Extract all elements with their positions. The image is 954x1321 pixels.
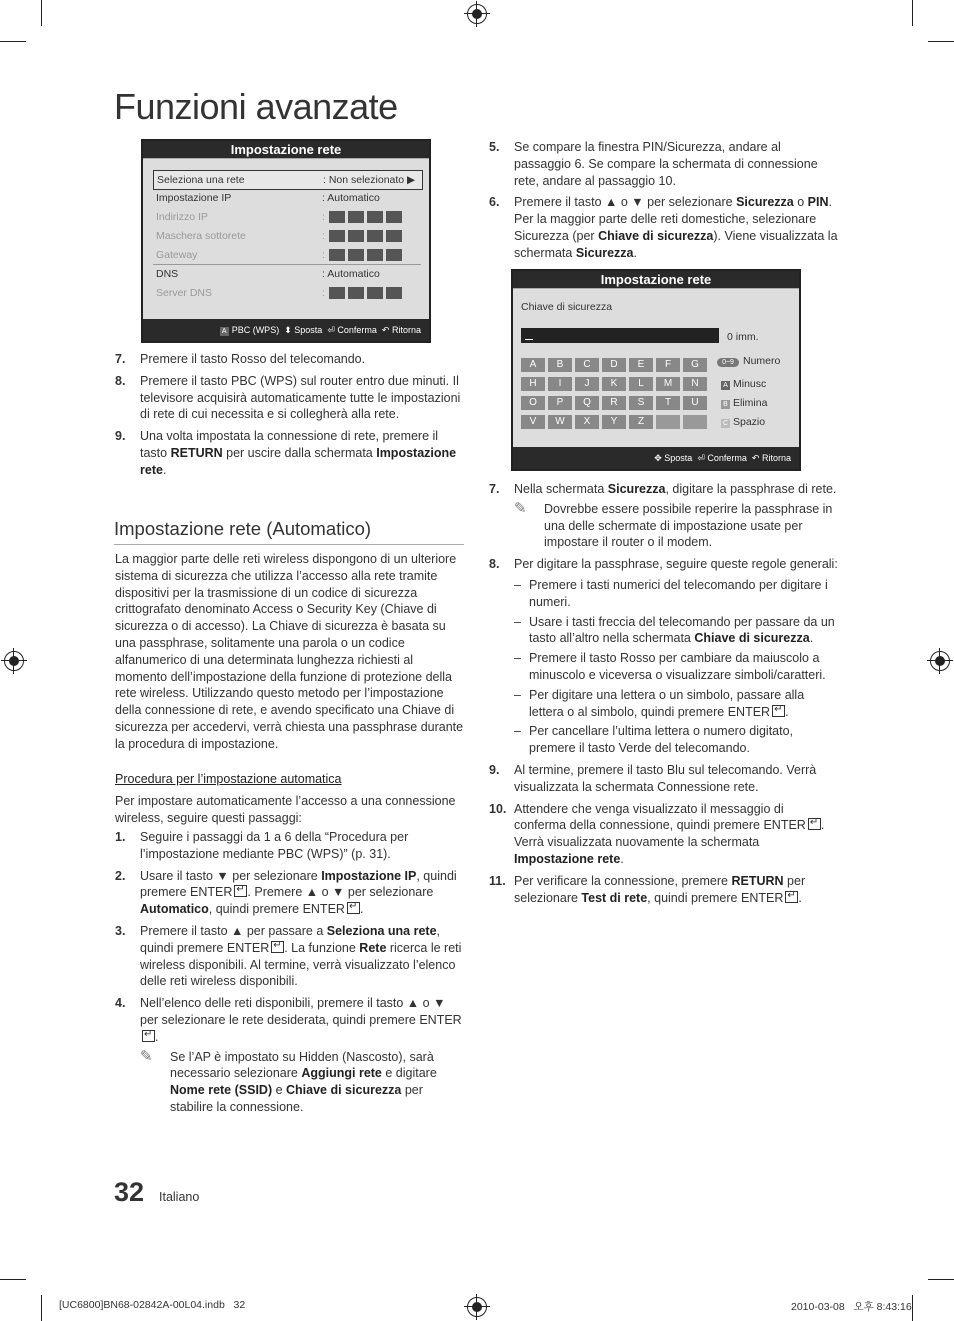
security-step-10: 10. Attendere che venga visualizzato il messaggio di conferma della connessione, quindi premere ENTER↵ . Verrà visualizzata nuovamente la schermata Impostazione rete. xyxy=(489,801,839,868)
auto-step-1: 1. Seguire i passaggi da 1 a 6 della “Procedura per l’impostazione mediante PBC (WPS)” (p. 31). xyxy=(115,829,409,861)
move-hint: Sposta xyxy=(664,453,693,463)
row-value: : xyxy=(322,246,405,264)
return-hint: Ritorna xyxy=(761,453,791,463)
key[interactable]: I xyxy=(548,377,572,391)
enter-icon xyxy=(142,1030,155,1042)
auto-step-4: 4. Nell’elenco delle reti disponibili, premere il tasto ▲ o ▼ per selezionare le rete desiderata, quindi premere ENTER↵. ✎ Se l’AP è impostato su Hidden (Nascosto), sarà necessario selezionare Aggiungi rete e digitare Nome rete (SSID) e Chiave di sicurezza per stabilire la connessione. xyxy=(115,995,465,1116)
row-label: DNS xyxy=(156,268,179,280)
lowercase-option: A Minusc xyxy=(721,378,766,390)
osd-header: Impostazione rete xyxy=(513,271,799,289)
return-icon: ↶ xyxy=(751,453,760,463)
osd-header: Impostazione rete xyxy=(143,141,429,159)
row-label: Indirizzo IP xyxy=(156,211,208,223)
rule-item: – Per digitare una lettera o un simbolo, passare alla lettera o al simbolo, quindi premere ENTER↵ . xyxy=(514,687,839,721)
key[interactable]: W xyxy=(548,415,572,429)
key[interactable]: X xyxy=(575,415,599,429)
row-value: : xyxy=(322,284,405,302)
confirm-hint: Conferma xyxy=(707,453,747,463)
key[interactable]: A xyxy=(521,358,545,372)
space-option: C Spazio xyxy=(722,416,766,428)
step-8: 8. Premere il tasto PBC (WPS) sul router entro due minuti. Il televisore acquisirà automaticamente tutte le impostazioni di rete di cui necessita e si collegherà alla rete. xyxy=(115,373,461,422)
security-step-9: 9. Al termine, premere il tasto Blu sul telecomando. Verrà visualizzata la schermata Connessione rete. xyxy=(489,762,817,794)
note: ✎ Se l’AP è impostato su Hidden (Nascosto), sarà necessario selezionare Aggiungi rete e digitare Nome rete (SSID) e Chiave di sicurezza per stabilire la connessione. xyxy=(140,1047,437,1114)
rule-item: – Usare i tasti freccia del telecomando per passare da un tasto all’altro nella schermata Chiave di sicurezza. xyxy=(514,614,835,646)
crop-mark xyxy=(912,1295,913,1321)
key[interactable]: Q xyxy=(575,396,599,410)
key[interactable]: B xyxy=(548,358,572,372)
osd-row-gateway xyxy=(153,246,421,265)
row-value: : Automatico xyxy=(322,268,380,280)
procedure-intro: Per impostare automaticamente l’accesso a una connessione wireless, seguire questi passaggi: xyxy=(115,794,456,826)
move-hint: Sposta xyxy=(294,325,323,335)
step-6: 6. Premere il tasto ▲ o ▼ per selezionare Sicurezza o PIN. Per la maggior parte delle reti domestiche, selezionare Sicurezza (per Chiave di sicurezza). Viene visualizzata la schermata Sicurezza. xyxy=(489,195,838,260)
rule-item: – Premere il tasto Rosso per cambiare da maiuscolo a minuscolo e viceversa o visualizzare simboli/caratteri. xyxy=(514,651,826,682)
move-arrows-icon: ✥ xyxy=(654,453,662,463)
osd-row-dns-server xyxy=(153,284,421,302)
auto-step-2: 2. Usare il tasto ▼ per selezionare Impostazione IP, quindi premere ENTER↵ . Premere ▲ o ▼ per selezionare Automatico, quindi premere ENTER↵ . xyxy=(115,868,465,918)
key-blank[interactable] xyxy=(683,415,707,429)
print-footer-right: 2010-03-08 오후 8:43:16 xyxy=(791,1301,912,1313)
registration-mark-icon xyxy=(930,651,950,671)
osd-row-ip-address xyxy=(153,208,421,226)
rule-item: – Per cancellare l’ultima lettera o numero digitato, premere il tasto Verde del telecomando. xyxy=(514,724,794,756)
key[interactable]: J xyxy=(575,377,599,391)
key[interactable]: L xyxy=(629,377,653,391)
row-value: : xyxy=(322,208,405,226)
key[interactable]: F xyxy=(656,358,680,372)
numeric-icon: 0~9 xyxy=(717,358,739,367)
network-setup-screen xyxy=(141,139,431,343)
key[interactable]: H xyxy=(521,377,545,391)
return-icon: ↶ xyxy=(381,325,390,335)
registration-mark-icon xyxy=(4,651,24,671)
intro-paragraph: La maggior parte delle reti wireless dispongono di un ulteriore sistema di sicurezza che utilizza l’accesso alla rete tramite dispositivi per la trasmissione di un codice di sicurezza crittografato denominato Access o Security Key (Chiave di sicurezza o di accesso). La Chiave di sicurezza è basata su una passphrase, solitamente una parola o un codice alfanumerico di una determinata lunghezza richiesti al momento dell’impostazione della funzione di protezione della rete wireless. Utilizzando questo metodo per l’impostazione della connessione di rete, e avendo specificato una Chiave di sicurezza per accedervi, verrà chiesta una passphrase durante la procedura di impostazione. xyxy=(115,552,464,751)
enter-icon xyxy=(808,818,821,830)
key[interactable]: S xyxy=(629,396,653,410)
key[interactable]: V xyxy=(521,415,545,429)
key[interactable]: Z xyxy=(629,415,653,429)
note: ✎ Dovrebbe essere possibile reperire la passphrase in una delle schermate di impostazione usate per impostare il router o il modem. xyxy=(514,499,833,550)
key[interactable]: M xyxy=(656,377,680,391)
row-value: : Non selezionato ▶ xyxy=(323,174,416,186)
security-step-7: 7. Nella schermata Sicurezza, digitare la passphrase di rete. ✎ Dovrebbe essere possibile reperire la passphrase in una delle schermate di impostazione usate per impostare il router o il modem. xyxy=(489,481,839,551)
delete-option: B Elimina xyxy=(721,397,767,409)
green-b-icon: B xyxy=(721,400,730,409)
crop-mark xyxy=(0,41,26,42)
rule-item: – Premere i tasti numerici del telecomando per digitare i numeri. xyxy=(514,577,828,609)
yellow-c-icon: C xyxy=(722,420,729,427)
right-column-bottom xyxy=(489,481,839,911)
enter-icon xyxy=(772,705,785,717)
print-footer-left: [UC6800]BN68-02842A-00L04.indb 32 xyxy=(59,1299,246,1311)
red-a-icon: A xyxy=(721,381,730,390)
crop-mark xyxy=(912,0,913,26)
row-value: : xyxy=(322,227,405,245)
enter-icon: ⏎ xyxy=(327,325,335,335)
key-blank[interactable] xyxy=(656,415,680,429)
key[interactable]: G xyxy=(683,358,707,372)
right-column-top xyxy=(489,139,839,267)
crop-mark xyxy=(41,1295,42,1321)
key[interactable]: U xyxy=(683,396,707,410)
left-column-bottom xyxy=(115,551,465,1121)
pbc-hint: PBC (WPS) xyxy=(231,325,280,335)
osd-footer xyxy=(143,319,429,341)
confirm-hint: Conferma xyxy=(337,325,377,335)
numeric-option: 0~9 Numero xyxy=(717,355,780,367)
key[interactable]: T xyxy=(656,396,680,410)
return-hint: Ritorna xyxy=(391,325,421,335)
step-5: 5. Se compare la finestra PIN/Sicurezza, andare al passaggio 6. Se compare la schermata di connessione rete, andare al passaggio 10. xyxy=(489,140,818,188)
key[interactable]: N xyxy=(683,377,707,391)
row-label: Maschera sottorete xyxy=(156,230,246,242)
key[interactable]: E xyxy=(629,358,653,372)
security-step-11: 11. Per verificare la connessione, premere RETURN per selezionare Test di rete, quindi premere ENTER↵ . xyxy=(489,873,839,907)
enter-icon: ⏎ xyxy=(697,453,705,463)
security-step-8: 8. Per digitare la passphrase, seguire queste regole generali: – Premere i tasti numerici del telecomando per digitare i numeri. – Usare i tasti freccia del telecomando per passare da un tasto all’altro nella schermata Chiave di sicurezza. – Premere il tasto Rosso per cambiare da maiuscolo a minuscolo e viceversa o visualizzare simboli/caratteri. – Per digitare una lettera o un simbolo, passare alla lettera o al simbolo, quindi premere ENTER↵ . – Per cancellare l’ultima lettera o numero digitato, premere il tasto Verde del telecomando. xyxy=(489,556,839,757)
osd-footer xyxy=(513,447,799,469)
key[interactable]: Y xyxy=(602,415,626,429)
character-count: 0 imm. xyxy=(727,331,759,343)
row-value: : Automatico xyxy=(322,192,380,204)
row-label: Seleziona una rete xyxy=(157,174,245,186)
pencil-note-icon: ✎ xyxy=(514,499,527,517)
registration-mark-icon xyxy=(467,4,487,24)
up-down-icon: ⬍ xyxy=(284,325,292,335)
key[interactable]: K xyxy=(602,377,626,391)
key[interactable]: C xyxy=(575,358,599,372)
key[interactable]: O xyxy=(521,396,545,410)
section-title: Impostazione rete (Automatico) xyxy=(114,518,464,545)
subsection-title: Procedura per l’impostazione automatica xyxy=(115,771,342,786)
key[interactable]: P xyxy=(548,396,572,410)
row-label: Gateway xyxy=(156,249,198,261)
page-number: 32 xyxy=(114,1177,145,1207)
security-key-input[interactable] xyxy=(521,328,719,343)
row-label: Impostazione IP xyxy=(156,192,232,204)
registration-mark-icon xyxy=(467,1297,487,1317)
crop-mark xyxy=(928,1279,954,1280)
row-label: Server DNS xyxy=(156,287,213,299)
crop-mark xyxy=(0,1279,26,1280)
auto-step-3: 3. Premere il tasto ▲ per passare a Seleziona una rete, quindi premere ENTER↵ . La funzione Rete ricerca le reti wireless disponibili. Al termine, verrà visualizzato l’elenco delle reti wireless disponibili. xyxy=(115,923,465,990)
step-7: 7. Premere il tasto Rosso del telecomando. xyxy=(115,352,366,366)
crop-mark xyxy=(41,0,42,26)
key[interactable]: D xyxy=(602,358,626,372)
enter-icon xyxy=(271,941,284,953)
enter-icon xyxy=(347,902,360,914)
security-key-screen xyxy=(511,269,801,471)
page-language: Italiano xyxy=(159,1190,200,1204)
osd-row-subnet-mask xyxy=(153,227,421,245)
left-column-top xyxy=(115,351,465,484)
osd-row-ip-setting[interactable] xyxy=(153,189,421,207)
enter-icon xyxy=(785,891,798,903)
page-title: Funzioni avanzate xyxy=(114,86,398,127)
pencil-note-icon: ✎ xyxy=(140,1047,153,1065)
enter-icon xyxy=(234,885,247,897)
step-9: 9. Una volta impostata la connessione di rete, premere il tasto RETURN per uscire dalla schermata Impostazione rete. xyxy=(115,429,457,477)
crop-mark xyxy=(928,41,954,42)
key[interactable]: R xyxy=(602,396,626,410)
security-key-label: Chiave di sicurezza xyxy=(521,301,613,313)
osd-row-dns[interactable] xyxy=(153,265,421,283)
osd-row-select-network[interactable] xyxy=(153,170,423,190)
red-a-icon: A xyxy=(220,327,229,336)
